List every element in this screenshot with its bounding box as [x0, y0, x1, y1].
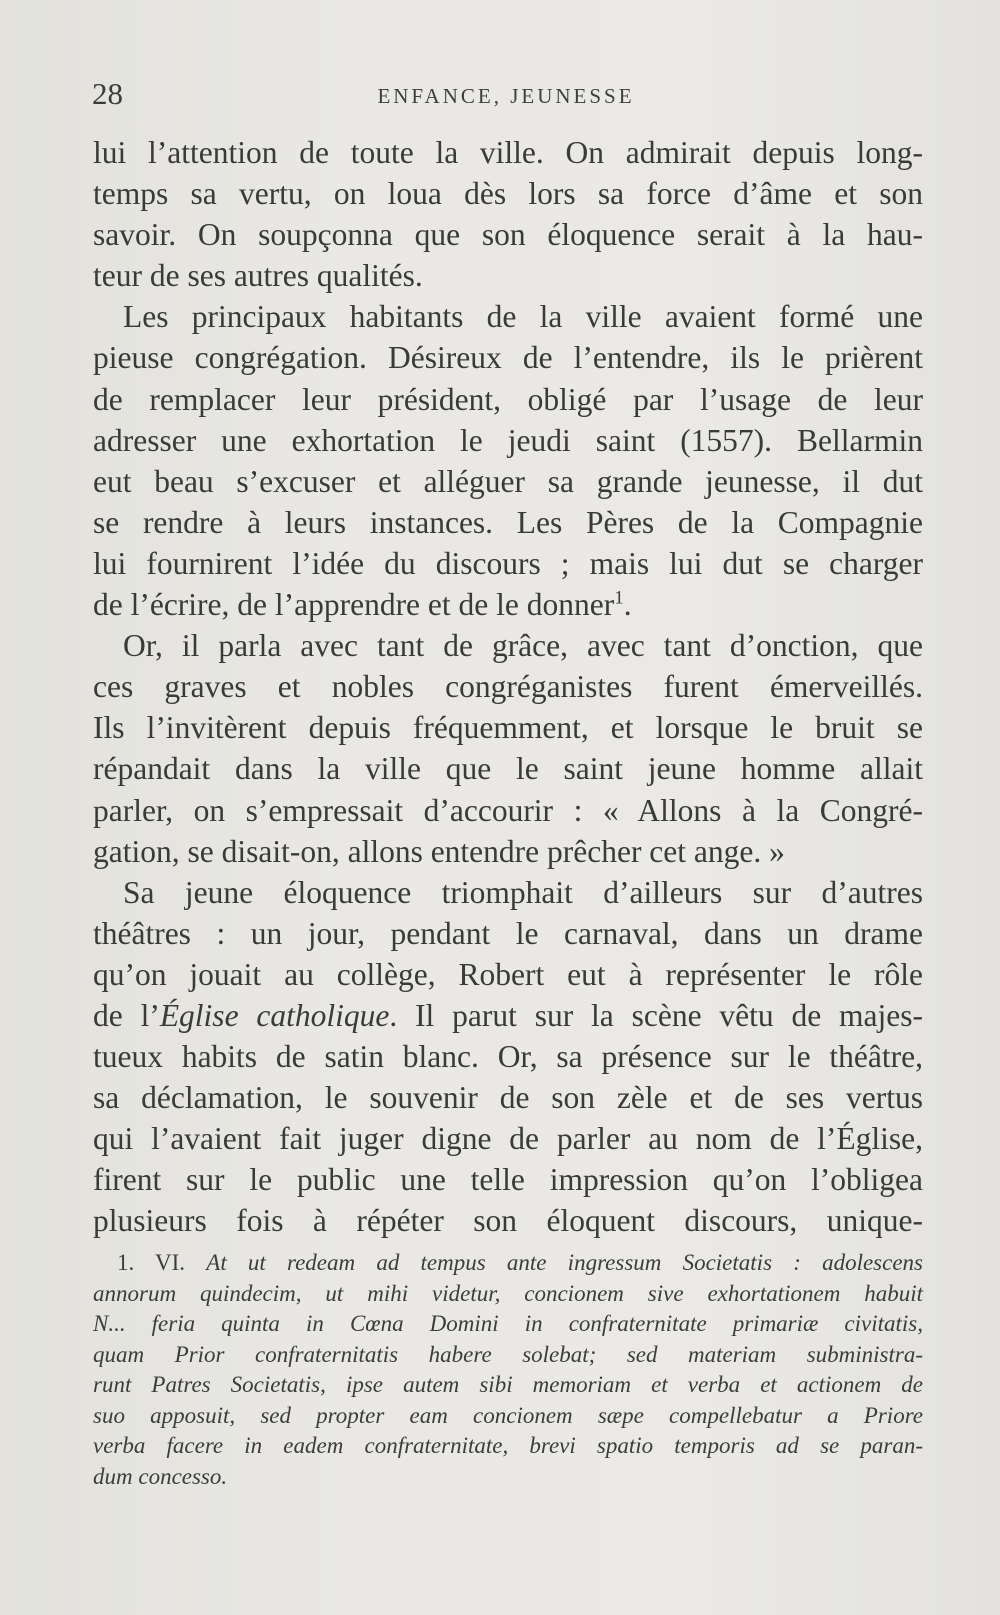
text-line: Sa jeune éloquence triomphait d’ailleurs sur d’autres [123, 874, 923, 910]
text-line: répandait dans la ville que le saint jeune homme allait [93, 751, 923, 787]
text-line: théâtres : un jour, pendant le carnaval, dans un drame [93, 915, 923, 951]
paragraph-4 [93, 872, 923, 1242]
footnote-line: annorum quindecim, ut mihi videtur, concionem sive exhortationem habuit [93, 1280, 923, 1306]
text-line: parler, on s’empressait d’accourir : « Allons à la Congré- [93, 792, 923, 828]
paragraph-3 [93, 625, 923, 872]
text-line: Or, il parla avec tant de grâce, avec tant d’onction, que [123, 628, 923, 664]
punctuation: . [623, 587, 632, 623]
text-line-with-note [93, 584, 923, 625]
text-line: se rendre à leurs instances. Les Pères de la Compagnie [93, 504, 923, 540]
body-text [93, 132, 923, 1242]
footnote-line [93, 1248, 923, 1279]
text-line: lui l’attention de toute la ville. On admirait depuis long- [93, 135, 923, 170]
text-line: adresser une exhortation le jeudi saint (1557). Bellarmin [93, 422, 923, 458]
footnote-marker: 1. VI. [117, 1250, 186, 1275]
paragraph-2 [93, 296, 923, 625]
footnote [93, 1248, 923, 1492]
text-line: de remplacer leur président, obligé par l’usage de leur [93, 381, 923, 417]
text-line: firent sur le public une telle impression qu’on l’obligea [93, 1162, 923, 1198]
footnote-line: suo apposuit, sed propter eam concionem sæpe compellebatur a Priore [93, 1402, 923, 1428]
text-fragment: de l’ [93, 997, 160, 1033]
footnote-text: At ut redeam ad tempus ante ingressum Societatis : adolescens [206, 1250, 923, 1275]
running-title: ENFANCE, JEUNESSE [377, 84, 635, 108]
footnote-line: N... feria quinta in Cœna Domini in confraternitate primariæ civitatis, [93, 1311, 923, 1336]
footnote-line: verba facere in eadem confraternitate, brevi spatio temporis ad se paran- [93, 1433, 923, 1458]
text-line: plusieurs fois à répéter son éloquent discours, unique- [93, 1203, 923, 1239]
page-number: 28 [92, 76, 123, 111]
italic-title: Église catholique [159, 997, 390, 1033]
text-line: sa déclamation, le souvenir de son zèle et de ses vertus [93, 1080, 923, 1116]
text-line: de l’écrire, de l’apprendre et de le donner [93, 587, 615, 623]
text-line: qu’on jouait au collège, Robert eut à représenter le rôle [93, 956, 923, 992]
text-line: Ils l’invitèrent depuis fréquemment, et lorsque le bruit se [93, 710, 923, 746]
footnote-line: runt Patres Societatis, ipse autem sibi memoriam et verba et actionem de [93, 1372, 923, 1397]
text-fragment: . Il parut sur la scène vêtu de majes- [389, 997, 923, 1033]
footnote-reference[interactable]: 1 [614, 587, 624, 609]
text-line: savoir. On soupçonna que son éloquence serait à la hau- [93, 217, 923, 253]
text-line: tueux habits de satin blanc. Or, sa présence sur le théâtre, [93, 1039, 923, 1075]
text-line: lui fournirent l’idée du discours ; mais lui dut se charger [93, 545, 923, 581]
text-line-with-italic [93, 995, 923, 1036]
text-line: Les principaux habitants de la ville avaient formé une [123, 299, 923, 335]
text-line: pieuse congrégation. Désireux de l’entendre, ils le prièrent [93, 340, 923, 376]
text-line: eut beau s’excuser et alléguer sa grande jeunesse, il dut [93, 463, 923, 499]
text-line: teur de ses autres qualités. [93, 258, 423, 294]
paragraph-1 [93, 132, 923, 296]
text-line: ces graves et nobles congréganistes furent émerveillés. [93, 669, 923, 705]
text-line: temps sa vertu, on loua dès lors sa force d’âme et son [93, 176, 923, 212]
text-line: gation, se disait-on, allons entendre prêcher cet ange. » [93, 833, 785, 869]
footnote-line: quam Prior confraternitatis habere solebat; sed materiam subministra- [93, 1341, 923, 1367]
text-line: qui l’avaient fait juger digne de parler au nom de l’Église, [93, 1121, 923, 1157]
running-header [92, 76, 920, 116]
footnote-line: dum concesso. [93, 1463, 228, 1489]
